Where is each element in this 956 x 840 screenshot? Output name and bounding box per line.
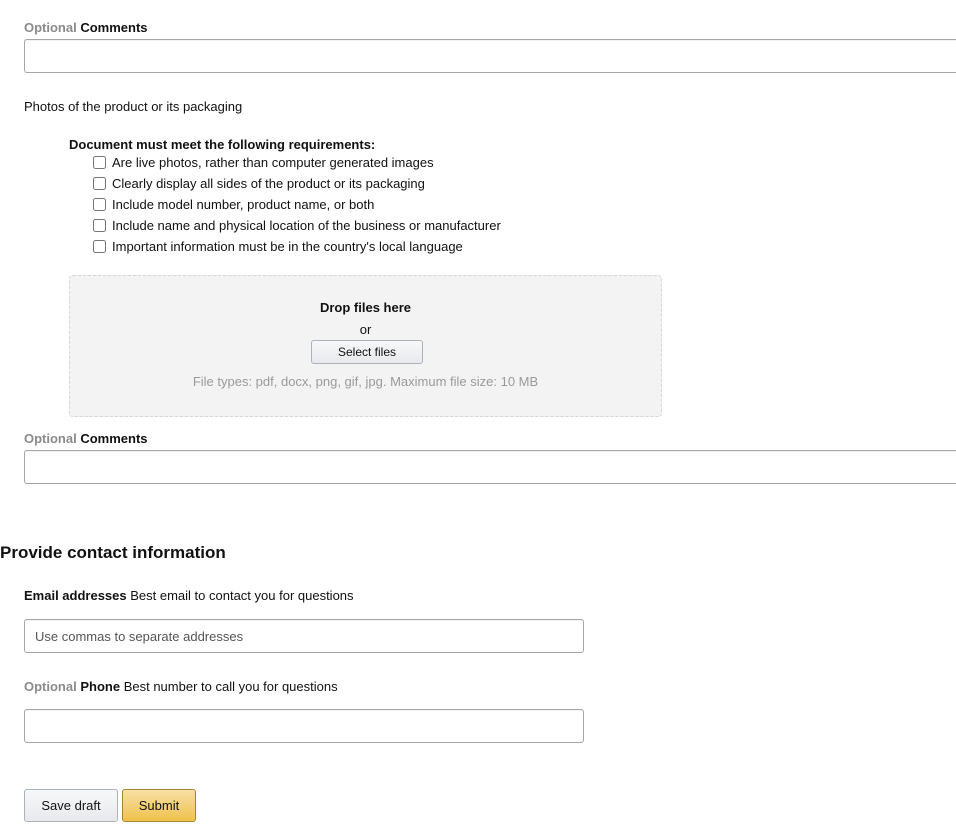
- phone-label: [24, 679, 338, 695]
- save-draft-button[interactable]: Save draft: [24, 789, 118, 822]
- photos-section-title: Photos of the product or its packaging: [24, 99, 243, 114]
- email-label-text: Email addresses: [24, 588, 127, 603]
- email-input[interactable]: [24, 619, 584, 653]
- submit-button[interactable]: Submit: [122, 789, 196, 822]
- requirement-checkbox[interactable]: [93, 240, 106, 253]
- email-description: Best email to contact you for questions: [130, 588, 354, 603]
- requirement-item: [93, 215, 501, 236]
- contact-heading: Provide contact information: [0, 543, 226, 562]
- requirement-checkbox[interactable]: [93, 198, 106, 211]
- comments-top-label: [24, 20, 148, 36]
- requirement-label: Important information must be in the country's local language: [112, 239, 463, 254]
- select-files-button[interactable]: Select files: [311, 340, 423, 364]
- requirement-checkbox[interactable]: [93, 219, 106, 232]
- dropzone-title: Drop files here: [319, 300, 412, 315]
- requirement-item: [93, 236, 501, 257]
- requirement-label: Include model number, product name, or both: [112, 197, 375, 212]
- comments-label-text: Comments: [80, 431, 148, 446]
- email-label: [24, 588, 354, 604]
- requirements-list: [93, 152, 501, 257]
- phone-input[interactable]: [24, 709, 584, 743]
- requirement-label: Clearly display all sides of the product or its packaging: [112, 176, 425, 191]
- comments-top-input[interactable]: [24, 39, 956, 73]
- phone-label-text: Phone: [80, 679, 121, 694]
- requirement-item: [93, 173, 501, 194]
- optional-tag: Optional: [24, 20, 77, 35]
- requirement-item: [93, 152, 501, 173]
- file-dropzone[interactable]: [69, 275, 662, 417]
- requirement-item: [93, 194, 501, 215]
- requirement-checkbox[interactable]: [93, 156, 106, 169]
- requirement-label: Are live photos, rather than computer generated images: [112, 155, 434, 170]
- requirements-title: Document must meet the following requirements:: [69, 137, 376, 152]
- requirement-checkbox[interactable]: [93, 177, 106, 190]
- comments-label-text: Comments: [80, 20, 148, 35]
- dropzone-hint: File types: pdf, docx, png, gif, jpg. Maximum file size: 10 MB: [192, 374, 539, 389]
- dropzone-or: or: [359, 322, 372, 337]
- comments-bottom-input[interactable]: [24, 450, 956, 484]
- phone-description: Best number to call you for questions: [123, 679, 338, 694]
- optional-tag: Optional: [24, 431, 77, 446]
- optional-tag: Optional: [24, 679, 77, 694]
- requirement-label: Include name and physical location of the business or manufacturer: [112, 218, 501, 233]
- comments-bottom-label: [24, 431, 148, 447]
